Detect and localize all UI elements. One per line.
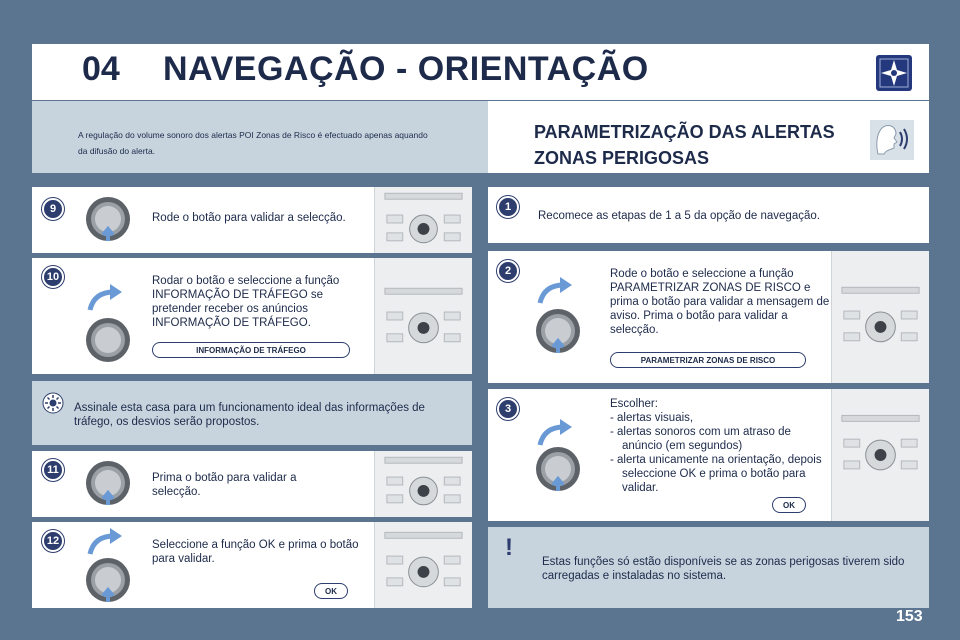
console-panel [374, 187, 472, 253]
step-9-card [32, 187, 472, 253]
warning-text: Estas funções só estão disponíveis se as zonas perigosas tiverem sido carregadas e instaladas no sistema. [542, 556, 905, 582]
chapter-number: 04 [82, 50, 120, 88]
step-badge: 11 [42, 459, 64, 481]
rotate-arrow-icon [86, 528, 126, 558]
ok-option-pill: OK [314, 583, 348, 599]
step-9-text: Rode o botão para validar a selecção. [152, 212, 346, 224]
ok-option-pill: OK [772, 497, 806, 513]
intro-panel [32, 101, 488, 173]
voice-alert-icon [870, 120, 914, 160]
step-badge: 3 [497, 398, 519, 420]
console-panel [374, 451, 472, 517]
tip-panel [32, 381, 472, 445]
tip-sun-icon [42, 392, 64, 414]
page-header [32, 44, 929, 100]
menu-option-pill: PARAMETRIZAR ZONAS DE RISCO [610, 352, 806, 368]
knob-rotate-icon [84, 316, 132, 364]
list-item: - alertas visuais, [610, 412, 694, 424]
console-panel [374, 258, 472, 374]
step-badge: 1 [497, 196, 519, 218]
menu-option-pill: INFORMAÇÃO DE TRÁFEGO [152, 342, 350, 358]
step-2-card [488, 251, 929, 383]
list-item: - alerta unicamente na orientação, depois seleccione OK e prima o botão para validar. [610, 454, 822, 494]
knob-push-icon [534, 445, 582, 493]
step-11-card [32, 451, 472, 517]
step-3-intro: Escolher: [610, 398, 658, 410]
step-badge: 2 [497, 260, 519, 282]
section-title: PARAMETRIZAÇÃO DAS ALERTAS ZONAS PERIGOSAS [534, 122, 835, 168]
page-title: NAVEGAÇÃO - ORIENTAÇÃO [163, 50, 649, 88]
step-1-text: Recomece as etapas de 1 a 5 da opção de navegação. [538, 210, 820, 222]
tip-text: Assinale esta casa para um funcionamento ideal das informações de tráfego, os desvios serão propostos. [74, 402, 425, 428]
step-10-card [32, 258, 472, 374]
list-item: - alertas sonoros com um atraso de anúncio (em segundos) [610, 426, 791, 452]
console-panel [374, 522, 472, 608]
page-number: 153 [896, 608, 923, 625]
step-10-text: Rodar o botão e seleccione a função INFORMAÇÃO DE TRÁFEGO se pretender receber os anúncios INFORMAÇÃO DE TRÁFEGO. [152, 275, 340, 329]
rotate-arrow-icon [536, 277, 576, 307]
warning-panel [488, 527, 929, 608]
step-2-text: Rode o botão e seleccione a função PARAMETRIZAR ZONAS DE RISCO e prima o botão para validar a mensagem de aviso. Prima o botão para validar a selecção. [610, 268, 830, 336]
console-panel [831, 389, 929, 521]
step-11-text: Prima o botão para validar a selecção. [152, 472, 297, 498]
intro-text: A regulação do volume sonoro dos alertas POI Zonas de Risco é efectuado apenas aquando da difusão do alerta. [78, 130, 428, 156]
navigation-compass-icon [876, 55, 912, 91]
knob-push-icon [84, 195, 132, 243]
knob-push-icon [534, 307, 582, 355]
step-badge: 12 [42, 530, 64, 552]
step-12-text: Seleccione a função OK e prima o botão para validar. [152, 539, 359, 565]
step-3-card [488, 389, 929, 521]
step-12-card [32, 522, 472, 608]
console-panel [831, 251, 929, 383]
list-item-text: alertas visuais, [617, 412, 694, 424]
step-1-card [488, 187, 929, 243]
step-3-content [610, 397, 830, 495]
step-badge: 9 [42, 198, 64, 220]
knob-push-icon [84, 459, 132, 507]
step-badge: 10 [42, 266, 64, 288]
section-header [488, 101, 929, 173]
exclamation-icon: ! [505, 534, 513, 561]
knob-push-icon [84, 556, 132, 604]
rotate-arrow-icon [86, 284, 126, 314]
list-item-text: alertas sonoros com um atraso de anúncio (em segundos) [617, 426, 791, 452]
list-item-text: alerta unicamente na orientação, depois seleccione OK e prima o botão para validar. [617, 454, 822, 494]
